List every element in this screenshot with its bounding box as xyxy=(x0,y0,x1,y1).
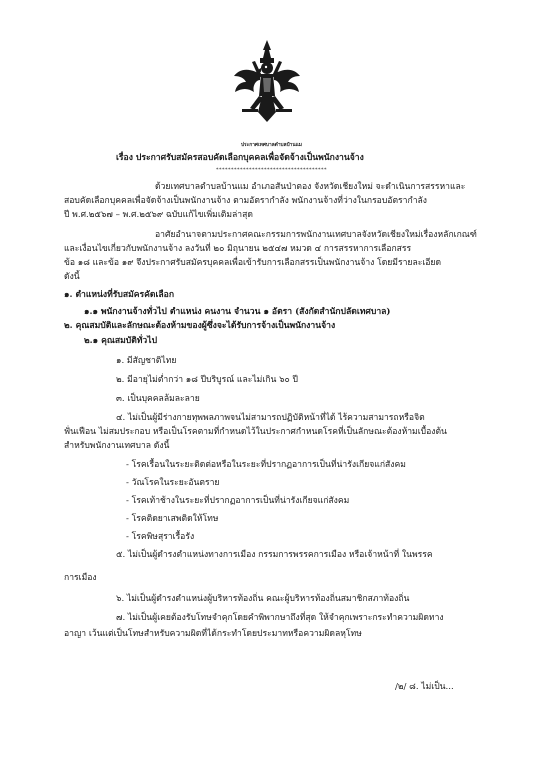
subsection-heading: ๒.๑ คุณสมบัติทั่วไป xyxy=(84,336,158,346)
disease-item: - โรคเท้าช้างในระยะที่ปรากฏอาการเป็นที่น่ารังเกียจแก่สังคม xyxy=(126,496,350,506)
notice-title: ประกาศเทศบาลตำบลบ้านแม xyxy=(240,142,303,148)
qualification-item: การเมือง xyxy=(64,573,97,583)
qualification-item: ฟั่นเฟือน ไม่สมประกอบ หรือเป็นโรคตามที่กำหนดไว้ในประกาศกำหนดโรคที่เป็นลักษณะต้องห้ามเบื้องต้น xyxy=(64,427,447,437)
paragraph-line: ข้อ ๑๘ และข้อ ๑๙ จึงประกาศรับสมัครบุคคลเพื่อเข้ารับการเลือกสรรเป็นพนักงานจ้าง โดยมีรายละเอียด xyxy=(64,258,442,268)
paragraph-line: ดังนี้ xyxy=(64,272,80,282)
separator-stars: ************************************* xyxy=(216,167,327,173)
paragraph-line: ด้วยเทศบาลตำบลบ้านแม อำเภอสันป่าตอง จังหวัดเชียงใหม่ จะดำเนินการสรรหาและ xyxy=(155,182,466,192)
qualification-item: สำหรับพนักงานเทศบาล ดังนี้ xyxy=(64,441,170,451)
qualification-item: ๑. มีสัญชาติไทย xyxy=(116,356,177,366)
disease-item: - วัณโรคในระยะอันตราย xyxy=(126,478,220,488)
paragraph-line: ปี พ.ศ.๒๕๖๗ – พ.ศ.๒๕๖๙ ฉบับแก้ไขเพิ่มเติมล่าสุด xyxy=(64,210,253,220)
position-item: ๑.๑ พนักงานจ้างทั่วไป ตำแหน่ง คนงาน จำนวน ๑ อัตรา (สังกัดสำนักปลัดเทศบาล) xyxy=(84,307,391,317)
qualification-item: อาญา เว้นแต่เป็นโทษสำหรับความผิดที่ได้กระทำโดยประมาทหรือความผิดลหุโทษ xyxy=(64,629,362,639)
paragraph-line: และเงื่อนไขเกี่ยวกับพนักงานจ้าง ลงวันที่ ๒๐ มิถุนายน ๒๕๔๗ หมวด ๔ การสรรหาการเลือกสรร xyxy=(64,244,412,254)
qualification-item: ๗. ไม่เป็นผู้เคยต้องรับโทษจำคุกโดยคำพิพากษาถึงที่สุด ให้จำคุกเพราะกระทำความผิดทาง xyxy=(116,613,444,623)
garuda-emblem-icon xyxy=(232,38,302,124)
paragraph-line: อาศัยอำนาจตามประกาศคณะกรรมการพนักงานเทศบาลจังหวัดเชียงใหม่เรื่องหลักเกณฑ์ xyxy=(155,230,477,240)
section-heading: ๑. ตำแหน่งที่รับสมัครคัดเลือก xyxy=(64,290,175,300)
section-heading: ๒. คุณสมบัติและลักษณะต้องห้ามของผู้ซึ่งจะได้รับการจ้างเป็นพนักงานจ้าง xyxy=(64,321,336,331)
notice-subject: เรื่อง ประกาศรับสมัครสอบคัดเลือกบุคคลเพื่อจัดจ้างเป็นพนักงานจ้าง xyxy=(116,153,364,163)
qualification-item: ๔. ไม่เป็นผู้มีร่างกายทุพพลภาพจนไม่สามารถปฏิบัติหน้าที่ได้ ไร้ความสามารถหรือจิต xyxy=(116,413,425,423)
paragraph-line: สอบคัดเลือกบุคคลเพื่อจัดจ้างเป็นพนักงานจ้าง ตามอัตรากำลัง พนักงานจ้างที่ว่างในกรอบอัตรากำลัง xyxy=(64,196,427,206)
disease-item: - โรคติดยาเสพติดให้โทษ xyxy=(126,514,219,524)
qualification-item: ๕. ไม่เป็นผู้ดำรงตำแหน่งทางการเมือง กรรมการพรรคการเมือง หรือเจ้าหน้าที่ ในพรรค xyxy=(116,550,433,560)
qualification-item: ๒. มีอายุไม่ต่ำกว่า ๑๘ ปีบริบูรณ์ และไม่เกิน ๖๐ ปี xyxy=(116,375,298,385)
qualification-item: ๓. เป็นบุคคลล้มละลาย xyxy=(116,394,200,404)
qualification-item: ๖. ไม่เป็นผู้ดำรงตำแหน่งผู้บริหารท้องถิ่น คณะผู้บริหารท้องถิ่นสมาชิกสภาท้องถิ่น xyxy=(116,594,410,604)
disease-item: - โรคเรื้อนในระยะติดต่อหรือในระยะที่ปรากฏอาการเป็นที่น่ารังเกียจแก่สังคม xyxy=(126,460,406,470)
disease-item: - โรคพิษสุราเรื้อรัง xyxy=(126,532,195,542)
page-continuation: /๒/ ๘. ไม่เป็น... xyxy=(395,682,454,692)
